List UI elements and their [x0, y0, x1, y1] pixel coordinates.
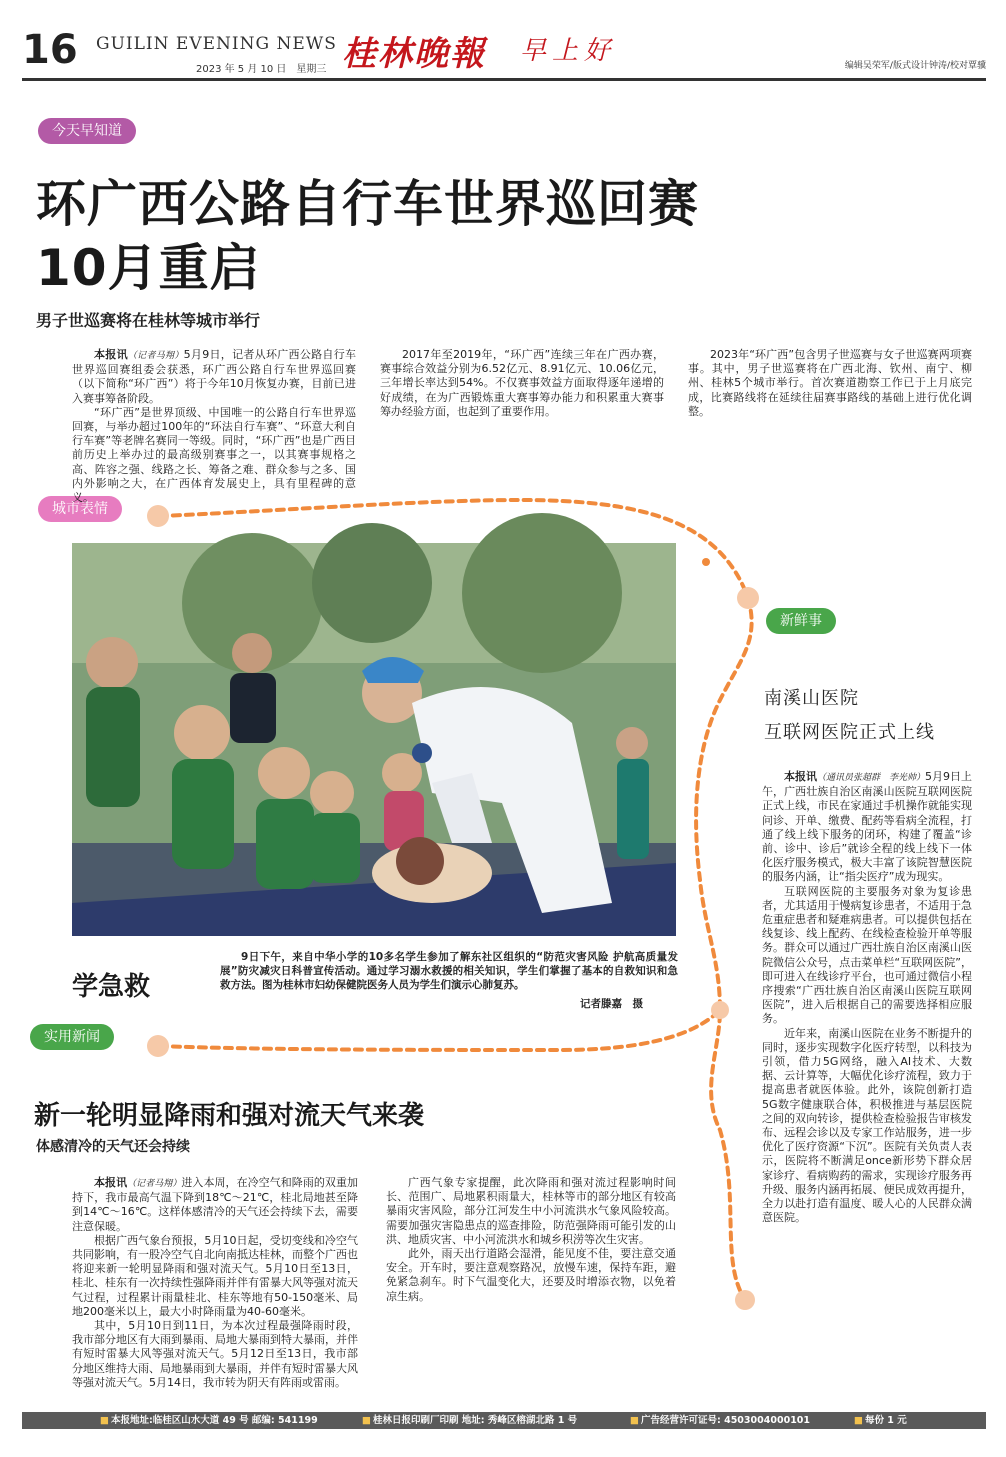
photo-story-title: 学急救 — [72, 972, 151, 1002]
weather-paragraph-4: 广西气象专家提醒，此次降雨和强对流过程影响时间长、范围广、局地累积雨量大，桂林等市的部分地区有较高暴雨灾害风险，部分江河发生中小河流洪水气象风险较高。需要加强灾害隐患点的巡查排险，防范强降雨可能引发的山洪、地质灾害、中小河流洪水和城乡积涝等次生灾害。 — [386, 1176, 676, 1246]
hospital-col — [762, 770, 972, 1338]
footer-license: ■ 广告经营许可证号: 4503004000101 — [630, 1415, 811, 1426]
tag-practical: 实用新闻 — [30, 1024, 114, 1050]
cpr-demonstration-photo — [72, 543, 676, 936]
weather-paragraph-3: 其中，5月10日到11日，为本次过程最强降雨时段，我市部分地区有大雨到暴雨、局地大暴雨到特大暴雨，并伴有短时雷暴大风等强对流天气。5月12日至13日，我市部分地区维持大雨、局地暴雨到大暴雨，并伴有短时雷暴大风等强对流天气。5月14日，我市转为阴天有阵雨或雷雨。 — [72, 1319, 358, 1389]
footer-address: ■ 本报地址:临桂区山水大道 49 号 邮编: 541199 — [100, 1415, 318, 1426]
lead-subheadline: 男子世巡赛将在桂林等城市举行 — [36, 311, 261, 330]
weather-paragraph-1: 本报讯（记者马翔）进入本周，在冷空气和降雨的双重加持下，我市最高气温下降到18℃～21℃，桂北局地甚至降到14℃～16℃。这样体感清冷的天气还会持续下去，需要注意保暖。 — [72, 1176, 358, 1233]
square-bullet-icon: ■ — [362, 1415, 371, 1426]
weather-col-1 — [72, 1176, 358, 1390]
lead-col-3 — [688, 348, 972, 476]
weather-col-2 — [386, 1176, 676, 1390]
weather-byline: 本报讯 — [94, 1176, 128, 1189]
path-dot — [147, 1035, 169, 1057]
lead-byline-source: （记者马翔） — [127, 351, 184, 361]
tag-city: 城市表情 — [38, 496, 122, 522]
square-bullet-icon: ■ — [854, 1415, 863, 1426]
weather-paragraph-5: 此外，雨天出行道路会湿滑，能见度不佳，要注意交通安全。开车时，要注意观察路况，放慢车速，保持车距，避免紧急刹车。时下气温变化大，还要及时增添衣物，以免着凉生病。 — [386, 1247, 676, 1303]
lead-paragraph-2: “环广西”是世界顶级、中国唯一的公路自行车世界巡回赛，与举办超过100年的“环法自行车赛”、“环意大利自行车赛”等老牌名赛同一等级。同时，“环广西”也是广西目前历史上举办过的最高级别赛事之一，以其赛事规格之高、阵容之强、线路之长、筹备之难、群众参与之多、国内外影响之大，在广西体育发展史上，具有里程碑的意义。 — [72, 405, 356, 505]
footer-printer: ■ 桂林日报印刷厂印刷 地址: 秀峰区榕湖北路 1 号 — [362, 1415, 578, 1426]
path-dot — [147, 505, 169, 527]
hospital-paragraph-1: 本报讯（通讯员张超群 李光帅）5月9日上午，广西壮族自治区南溪山医院互联网医院正式上线，市民在家通过手机操作就能实现问诊、开单、缴费、配药等看病全流程，打通了线上线下服务的闭环，构建了覆盖“诊前、诊中、诊后”就诊全程的线上线下一体化医疗服务模式，极大丰富了该院智慧医院的服务内涵，让“指尖医疗”成为现实。 — [762, 770, 973, 884]
hospital-paragraph-3: 近年来，南溪山医院在业务不断提升的同时，逐步实现数字化医疗转型，以科技为引领，借力5G网络，融入AI技术、大数据、云计算等，大幅优化诊疗流程，致力于提高患者就医体验。此外，该院创新打造5G数字健康联合体，积极推进与基层医院之间的双向转诊，提供检查检验报告审核发布、远程会诊以及专家工作站服务，进一步优化了医疗资源“下沉”。医院有关负责人表示，医院将不断满足once新形势下群众居家诊疗、看病购药的需求，实现诊疗服务再升级、服务内涵再拓展、便民成效再提升，全力以赴打造有温度、暖人心的人民群众满意医院。 — [762, 1026, 972, 1225]
lead-headline-line2: 10月重启 — [36, 239, 261, 297]
editor-credits: 编辑吴荣军/版式设计钟涛/校对覃骥 — [844, 61, 986, 71]
page-number: 16 — [22, 27, 78, 73]
photo-caption: 9日下午，来自中华小学的10多名学生参加了解东社区组织的“防范灾害风险 护航高质量发展”防灾减灾日科普宣传活动。通过学习溺水救援的相关知识，学生们掌握了基本的自救知识和急救方法。图为桂林市妇幼保健院医务人员为学生们演示心肺复苏。 — [220, 951, 678, 991]
tag-today: 今天早知道 — [38, 118, 136, 144]
lead-col-2 — [380, 348, 664, 476]
footer-price: ■ 每份 1 元 — [854, 1415, 907, 1426]
square-bullet-icon: ■ — [630, 1415, 639, 1426]
lead-paragraph-3: 2017年至2019年，“环广西”连续三年在广西办赛，赛事综合效益分别为6.52亿元、8.91亿元、10.06亿元，三年增长率达到54%。不仅赛事效益方面取得逐年递增的好成绩，在为广西锻炼重大赛事筹办能力和积累重大赛事筹办经验方面，也起到了重要作用。 — [380, 348, 664, 418]
photo-credit: 记者滕嘉 摄 — [580, 998, 643, 1010]
paper-name-en: GUILIN EVENING NEWS — [96, 34, 337, 54]
photo-illustration — [72, 543, 676, 936]
lead-paragraph-1: 本报讯（记者马翔）5月9日，记者从环广西公路自行车世界巡回赛组委会获悉，环广西公路自行车世界巡回赛（以下简称“环广西”）将于今年10月恢复办赛，目前已进入赛事筹备阶段。 — [72, 348, 356, 405]
weather-paragraph-2: 根据广西气象台预报，5月10日起，受切变线和冷空气共同影响，有一股冷空气自北向南抵达桂林，而整个广西也将迎来新一轮明显降雨和强对流天气。5月10日至13日，桂北、桂东有一次持续性强降雨并伴有雷暴大风等强对流天气过程，过程累计雨量桂北、桂东等地有50-150毫米、局地200毫米以上，最大小时降雨量为40-60毫米。 — [72, 1233, 358, 1318]
hospital-byline: 本报讯 — [784, 770, 817, 783]
hospital-headline-line2: 互联网医院正式上线 — [764, 722, 935, 743]
square-bullet-icon: ■ — [100, 1415, 109, 1426]
section-logo: 早上好 — [520, 36, 617, 66]
path-dot — [711, 1001, 729, 1019]
lead-col-1 — [72, 348, 356, 505]
path-dot — [737, 587, 759, 609]
path-dot — [735, 1290, 755, 1310]
weather-headline: 新一轮明显降雨和强对流天气来袭 — [34, 1101, 425, 1131]
weather-subheadline: 体感清冷的天气还会持续 — [36, 1139, 190, 1155]
lead-byline: 本报讯 — [94, 348, 128, 361]
tag-fresh: 新鲜事 — [766, 608, 836, 634]
lead-paragraph-4: 2023年“环广西”包含男子世巡赛与女子世巡赛两项赛事。其中，男子世巡赛将在广西北海、钦州、南宁、柳州、桂林5个城市举行。首次赛道勘察工作已于上月底完成，比赛路线将在延续往届赛事路线的基础上进行优化调整。 — [688, 348, 972, 418]
hospital-byline-source: （通讯员张超群 李光帅） — [817, 773, 926, 783]
lead-headline — [36, 172, 699, 300]
lead-headline-line1: 环广西公路自行车世界巡回赛 — [36, 175, 699, 233]
path-dot-small — [702, 558, 710, 566]
hospital-headline-line1: 南溪山医院 — [764, 688, 859, 709]
weather-byline-source: （记者马翔） — [127, 1179, 182, 1189]
publication-date: 2023 年 5 月 10 日 星期三 — [196, 64, 327, 75]
hospital-paragraph-2: 互联网医院的主要服务对象为复诊患者，尤其适用于慢病复诊患者，不适用于急危重症患者和疑难病患者。可以提供包括在线复诊、线上配药、在线检查检验开单等服务。群众可以通过广西壮族自治区南溪山医院微信公众号，点击菜单栏“互联网医院”，即可进入在线诊疗平台，也可通过微信小程序搜索“广西壮族自治区南溪山医院互联网医院”，进入后根据自己的需要选择相应服务。 — [762, 884, 972, 1026]
footer-bar — [22, 1412, 986, 1429]
newspaper-logo: 桂林晚報 — [342, 34, 486, 74]
